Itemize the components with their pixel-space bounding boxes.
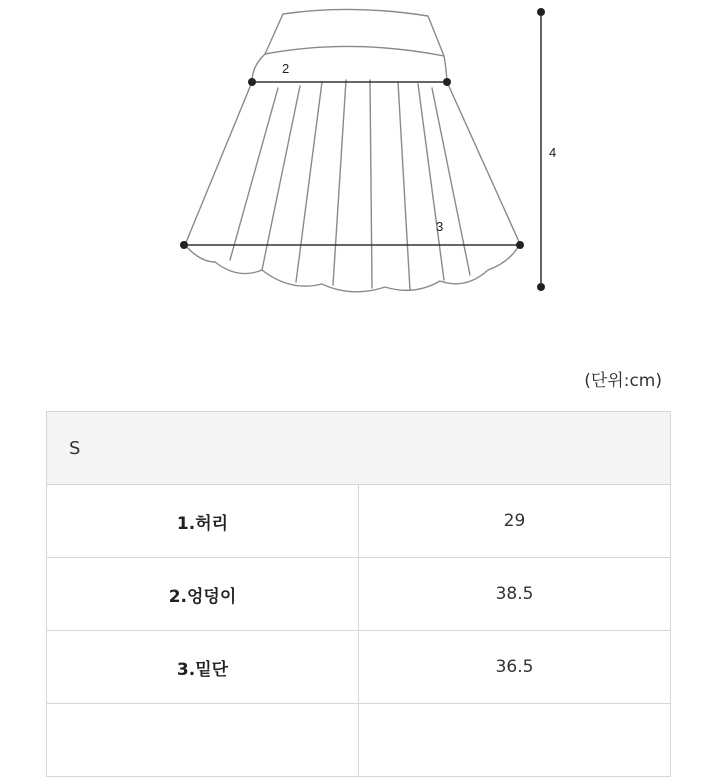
measure-line-hem [180,219,524,249]
pleat-line [370,80,372,288]
size-table [46,411,671,777]
table-row [47,485,671,558]
pleat-line [333,80,346,285]
row-label-empty [47,704,359,777]
skirt-body [185,54,520,292]
pleat-line [432,88,470,275]
row-value: 29 [359,485,671,558]
pleat-line [262,86,300,270]
pleat-line [418,84,444,280]
size-header-row [47,412,671,485]
measure-label-2: 2 [282,61,290,76]
measure-label-4: 4 [549,145,557,160]
row-label: 2.엉덩이 [47,558,359,631]
measure-label-3: 3 [436,219,444,234]
table-row [47,558,671,631]
table-row [47,704,671,777]
row-value: 38.5 [359,558,671,631]
pleat-line [398,82,410,290]
row-value: 36.5 [359,631,671,704]
skirt-outline [185,9,520,291]
row-value-empty [359,704,671,777]
size-header: S [47,412,671,485]
row-label: 1.허리 [47,485,359,558]
measure-line-length [537,8,556,291]
pleat-line [230,88,278,260]
pleat-line [296,82,322,282]
table-row [47,631,671,704]
waistband [265,9,444,56]
row-label: 3.밑단 [47,631,359,704]
skirt-measurement-diagram [0,0,720,310]
measure-line-hip [248,61,451,86]
unit-note: (단위:cm) [584,371,662,391]
